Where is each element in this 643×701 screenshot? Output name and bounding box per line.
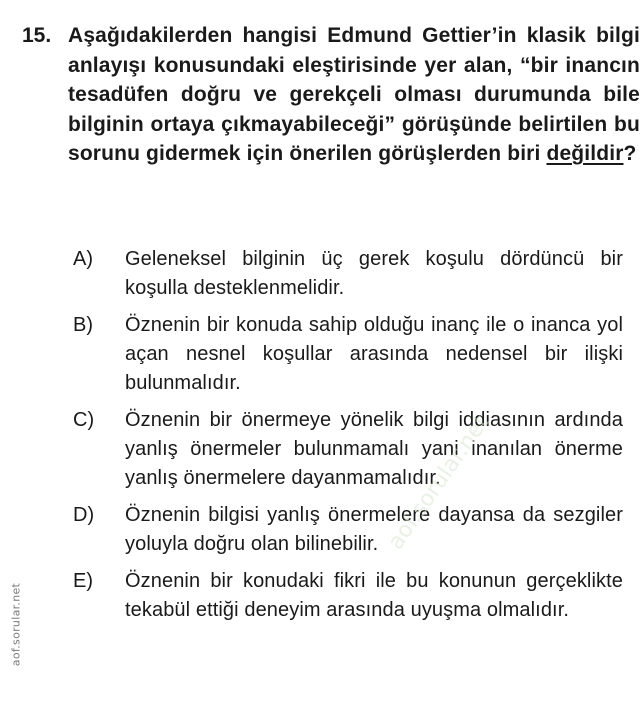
question-stem-text: Aşağıdakilerden hangisi Edmund Gettier’in klasik bilgi anlayışı konusundaki eleştirisinde yer alan, “bir inancın tesadüfen doğru ve gerekçeli olması durumunda bile bilginin ortaya çıkmayabileceği” görüşünde belirtilen bu sorunu gidermek için önerilen görüşlerden biri bbox=[68, 24, 640, 165]
option-text: Öznenin bir önermeye yönelik bilgi iddiasının ardında yanlış önermeler bulunmamalı yani inanılan önerme yanlış önermelere dayanmamalıdır. bbox=[125, 409, 623, 489]
option-a[interactable] bbox=[73, 245, 623, 303]
question-stem-emphasis: değildir bbox=[546, 142, 624, 165]
option-c[interactable] bbox=[73, 406, 623, 493]
option-d[interactable] bbox=[73, 501, 623, 559]
option-letter: C) bbox=[73, 409, 95, 431]
question-stem bbox=[68, 21, 640, 169]
option-text: Öznenin bir konuda sahip olduğu inanç ile o inanca yol açan nesnel koşullar arasında nedensel bir ilişki bulunmalıdır. bbox=[125, 314, 623, 394]
option-letter: B) bbox=[73, 314, 93, 336]
option-letter: A) bbox=[73, 248, 93, 270]
option-e[interactable] bbox=[73, 567, 623, 625]
answer-options bbox=[73, 245, 623, 633]
question-stem-end: ? bbox=[623, 142, 637, 165]
option-text: Öznenin bir konudaki fikri ile bu konunun gerçeklikte tekabül ettiği deneyim arasında uyuşma olmalıdır. bbox=[125, 570, 623, 621]
question-number: 15. bbox=[22, 24, 52, 47]
option-text: Öznenin bilgisi yanlış önermelere dayansa da sezgiler yoluyla doğru olan bilinebilir. bbox=[125, 504, 623, 555]
option-letter: D) bbox=[73, 504, 95, 526]
center-watermark: aof.sorular.net bbox=[383, 410, 495, 555]
option-b[interactable] bbox=[73, 311, 623, 398]
side-watermark: aof.sorular.net bbox=[9, 582, 23, 667]
option-letter: E) bbox=[73, 570, 93, 592]
option-text: Geleneksel bilginin üç gerek koşulu dördüncü bir koşulla desteklenmelidir. bbox=[125, 248, 623, 299]
